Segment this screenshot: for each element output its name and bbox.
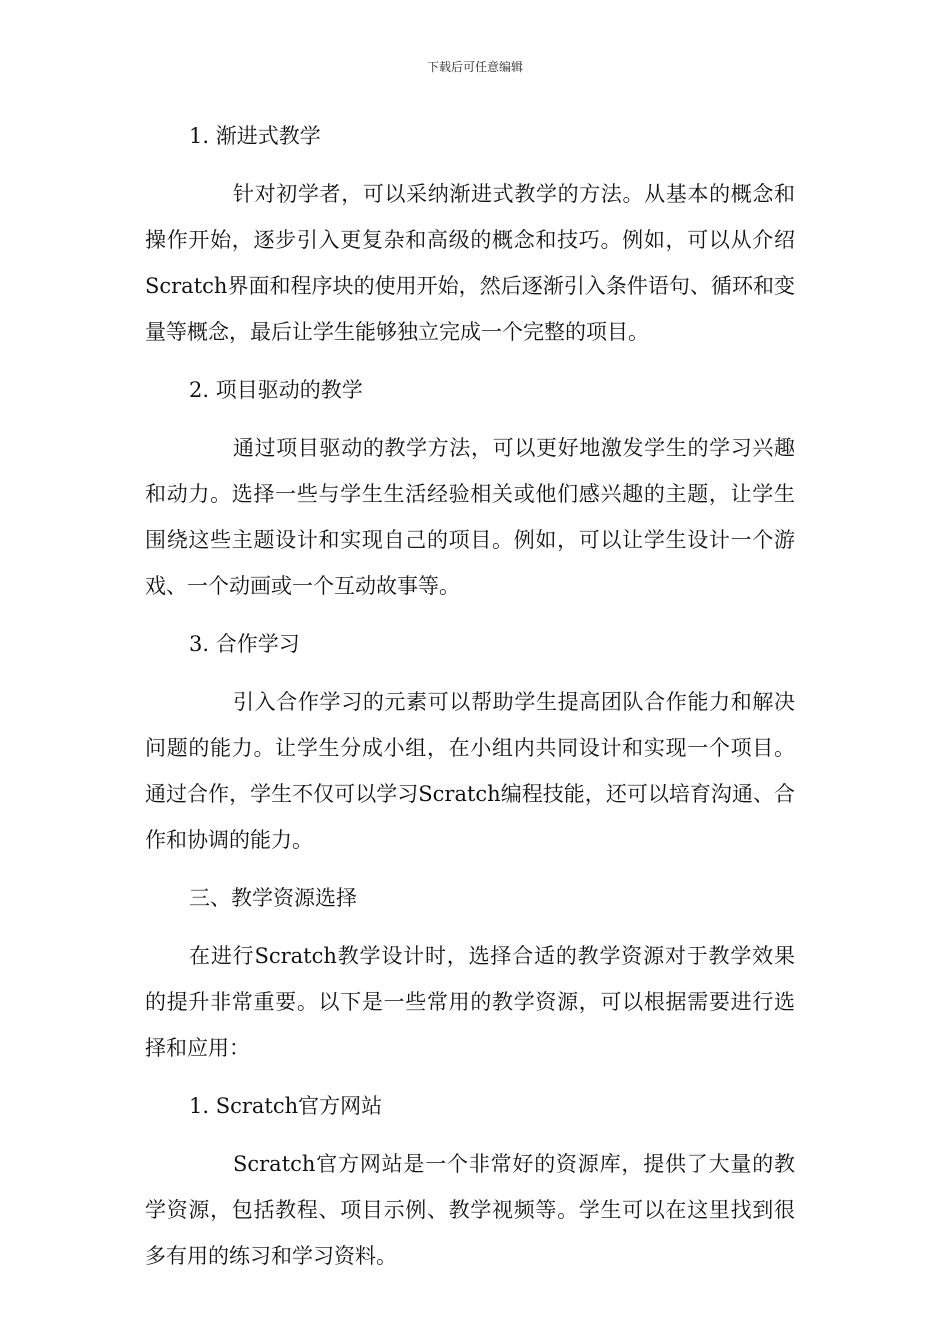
- section-heading-cooperative-learning: 3. 合作学习: [189, 632, 300, 656]
- paragraph-cooperative-learning: 引入合作学习的元素可以帮助学生提高团队合作能力和解决问题的能力。让学生分成小组，在小组内共同设计和实现一个项目。通过合作，学生不仅可以学习Scratch编程技能，还可以培育沟通、合作和协调的能力。: [145, 690, 795, 852]
- document-body: [145, 113, 795, 1291]
- paragraph-gradual-teaching: 针对初学者，可以采纳渐进式教学的方法。从基本的概念和操作开始，逐步引入更复杂和高级的概念和技巧。例如，可以从介绍Scratch界面和程序块的使用开始，然后逐渐引入条件语句、循环和变量等概念，最后让学生能够独立完成一个完整的项目。: [145, 182, 795, 344]
- paragraph-project-driven: 通过项目驱动的教学方法，可以更好地激发学生的学习兴趣和动力。选择一些与学生生活经验相关或他们感兴趣的主题，让学生围绕这些主题设计和实现自己的项目。例如，可以让学生设计一个游戏、一个动画或一个互动故事等。: [145, 436, 795, 598]
- header-note: 下载后可任意编辑: [426, 60, 523, 74]
- section-heading-teaching-resources: 三、教学资源选择: [189, 886, 357, 910]
- paragraph-teaching-resources: 在进行Scratch教学设计时，选择合适的教学资源对于教学效果的提升非常重要。以下是一些常用的教学资源，可以根据需要进行选择和应用：: [145, 944, 795, 1060]
- section-heading-gradual-teaching: 1. 渐进式教学: [189, 124, 321, 148]
- section-heading-scratch-website: 1. Scratch官方网站: [189, 1094, 383, 1118]
- paragraph-scratch-website: Scratch官方网站是一个非常好的资源库，提供了大量的教学资源，包括教程、项目示例、教学视频等。学生可以在这里找到很多有用的练习和学习资料。: [145, 1152, 795, 1268]
- section-heading-project-driven: 2. 项目驱动的教学: [189, 378, 363, 402]
